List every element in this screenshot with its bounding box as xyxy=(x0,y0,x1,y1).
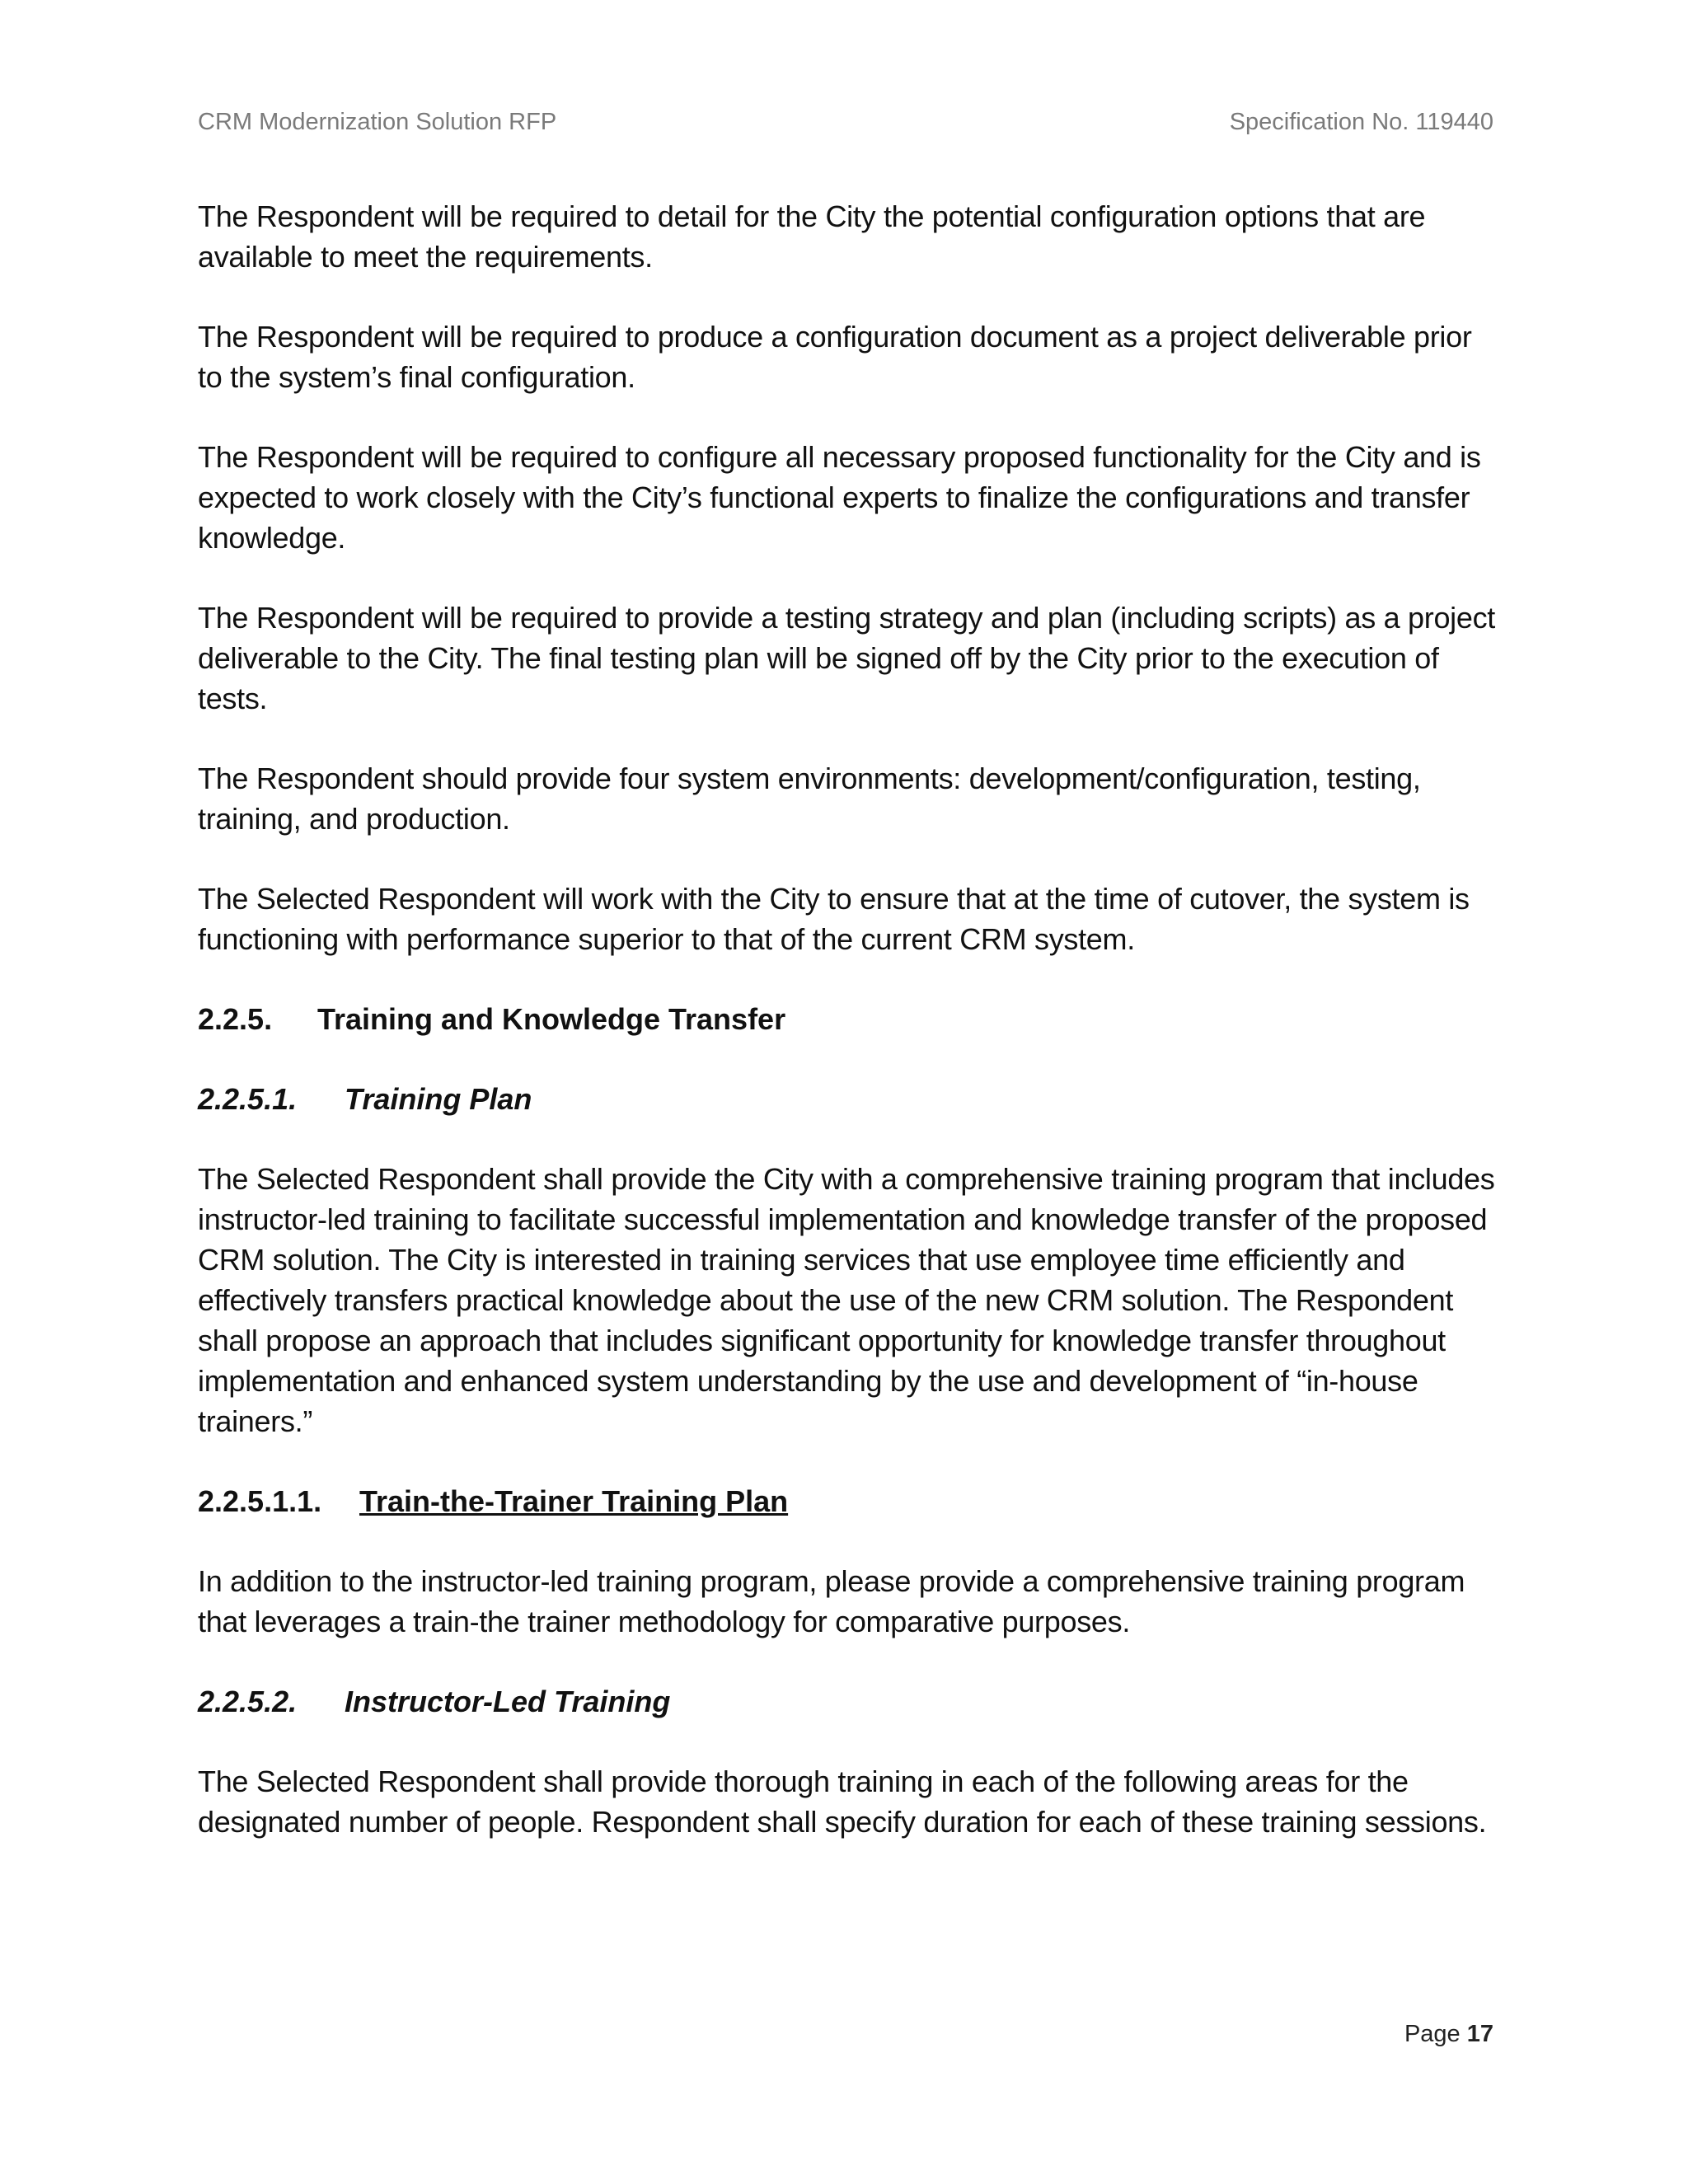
section-title: Instructor-Led Training xyxy=(345,1685,671,1718)
section-title: Train-the-Trainer Training Plan xyxy=(359,1484,789,1518)
page-footer xyxy=(1404,2021,1493,2048)
section-title: Training and Knowledge Transfer xyxy=(317,1002,786,1036)
page-label: Page xyxy=(1404,2021,1461,2047)
section-number: 2.2.5.1.1. xyxy=(198,1484,322,1518)
page-header xyxy=(198,109,1493,142)
paragraph-system-environments: The Respondent should provide four system environments: development/configuration, testing, training, and production. xyxy=(198,762,1421,836)
paragraph-configure-functionality: The Respondent will be required to configure all necessary proposed functionality for the City and is expected to work closely with the City’s functional experts to finalize the configurations and transfer knowledge. xyxy=(198,440,1481,555)
section-number: 2.2.5.2. xyxy=(198,1685,298,1718)
paragraph-configuration-document: The Respondent will be required to produce a configuration document as a project deliverable prior to the system’s final configuration. xyxy=(198,320,1472,394)
paragraph-train-the-trainer: In addition to the instructor-led training program, please provide a comprehensive training program that leverages a train-the trainer methodology for comparative purposes. xyxy=(198,1564,1465,1638)
header-document-title: CRM Modernization Solution RFP xyxy=(198,109,557,135)
section-title: Training Plan xyxy=(345,1082,532,1116)
section-heading-2-2-5-2 xyxy=(198,1681,1500,1722)
section-heading-2-2-5 xyxy=(198,999,1500,1039)
section-number: 2.2.5. xyxy=(198,1002,273,1036)
paragraph-testing-strategy: The Respondent will be required to provide a testing strategy and plan (including scripts) as a project deliverable to the City. The final testing plan will be signed off by the City prior to the execution of tests. xyxy=(198,601,1495,715)
paragraph-configuration-options: The Respondent will be required to detail for the City the potential configuration options that are available to meet the requirements. xyxy=(198,199,1426,274)
paragraph-instructor-led-training: The Selected Respondent shall provide thorough training in each of the following areas for the designated number of people. Respondent shall specify duration for each of these training sessions. xyxy=(198,1765,1487,1839)
header-specification-number: Specification No. 119440 xyxy=(1229,109,1493,135)
section-number: 2.2.5.1. xyxy=(198,1082,298,1116)
page-number: 17 xyxy=(1466,2021,1493,2047)
section-heading-2-2-5-1-1 xyxy=(198,1481,1500,1521)
page-body xyxy=(198,196,1500,1882)
paragraph-training-plan: The Selected Respondent shall provide the City with a comprehensive training program that includes instructor-led training to facilitate successful implementation and knowledge transfer of the proposed CRM solution. The City is interested in training services that use employee time efficiently and effectively transfers practical knowledge about the use of the new CRM solution. The Respondent shall propose an approach that includes significant opportunity for knowledge transfer throughout implementation and enhanced system understanding by the use and development of “in-house trainers.” xyxy=(198,1162,1495,1438)
section-heading-2-2-5-1 xyxy=(198,1079,1500,1119)
paragraph-cutover-performance: The Selected Respondent will work with the City to ensure that at the time of cutover, the system is functioning with performance superior to that of the current CRM system. xyxy=(198,882,1470,956)
